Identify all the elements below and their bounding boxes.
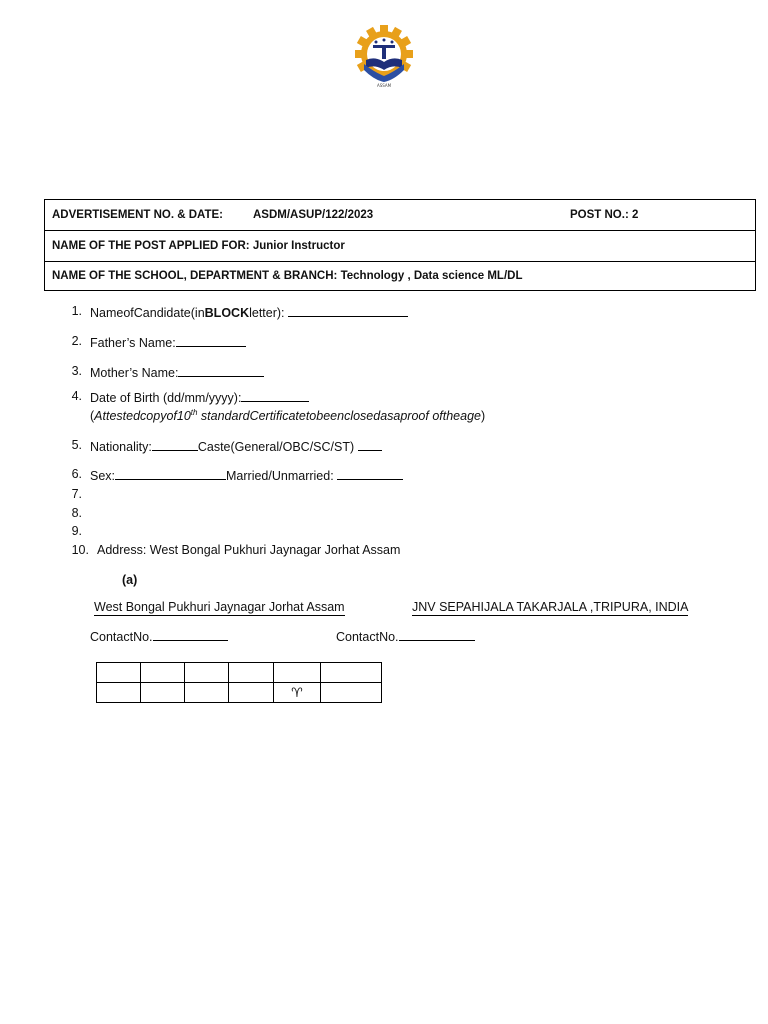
grid-cell[interactable] xyxy=(229,683,274,703)
dob-note-a: Attestedcopyof10 xyxy=(94,409,191,424)
sex-label: Sex: xyxy=(90,469,116,483)
caste-label: Caste(General/OBC/SC/ST) xyxy=(197,440,358,454)
candidate-name-label-c: letter): xyxy=(249,306,289,320)
contact-left-field xyxy=(90,628,228,644)
item-number: 4. xyxy=(71,389,82,403)
school-label: NAME OF THE SCHOOL, DEPARTMENT & BRANCH: xyxy=(52,270,338,282)
grid-cell[interactable] xyxy=(141,663,185,683)
advertisement-value: ASDM/ASUP/122/2023 xyxy=(253,209,374,221)
dob-note xyxy=(90,408,485,423)
advertisement-label: ADVERTISEMENT NO. & DATE: xyxy=(52,209,224,221)
candidate-name-blank[interactable] xyxy=(288,304,408,317)
dob-label: Date of Birth (dd/mm/yyyy): xyxy=(90,391,242,405)
item-number: 5. xyxy=(71,438,82,452)
sub-label-a: (a) xyxy=(122,573,138,587)
grid-cell[interactable] xyxy=(321,683,382,703)
grid-cell[interactable] xyxy=(141,683,185,703)
grid-cell[interactable] xyxy=(274,663,321,683)
header-table xyxy=(44,199,756,291)
dob-note-sup: th xyxy=(190,408,198,417)
candidate-name-label-b: BLOCK xyxy=(204,306,250,320)
mother-name-label: Mother’s Name: xyxy=(90,366,179,380)
item-number: 2. xyxy=(71,334,82,348)
father-name-blank[interactable] xyxy=(176,334,246,347)
item-number: 7. xyxy=(71,487,82,501)
contact-right-blank[interactable] xyxy=(399,628,475,641)
photo-signature-grid xyxy=(96,662,382,703)
school-row xyxy=(45,262,755,291)
item-number: 10. xyxy=(71,543,89,557)
contact-right-label: ContactNo. xyxy=(336,630,399,644)
dob-blank[interactable] xyxy=(241,389,309,402)
mother-name-blank[interactable] xyxy=(178,364,264,377)
sex-blank[interactable] xyxy=(115,467,226,480)
dob-note-open: ( xyxy=(90,409,95,424)
post-applied-row xyxy=(45,231,755,262)
marital-blank[interactable] xyxy=(337,467,403,480)
nationality-label: Nationality: xyxy=(90,440,152,454)
father-name-label: Father’s Name: xyxy=(90,336,176,350)
table-row xyxy=(97,663,382,683)
logo-caption: ASSAM xyxy=(376,83,392,88)
item-number: 3. xyxy=(71,364,82,378)
institution-logo-icon xyxy=(346,24,422,90)
address-right: JNV SEPAHIJALA TAKARJALA ,TRIPURA, INDIA xyxy=(412,600,689,614)
contact-left-label: ContactNo. xyxy=(90,630,153,644)
item-number: 1. xyxy=(71,304,82,318)
candidate-name-field xyxy=(90,304,408,320)
dob-note-close: ) xyxy=(480,409,486,424)
caste-blank[interactable] xyxy=(358,438,382,451)
post-no: POST NO.: 2 xyxy=(570,209,639,221)
post-applied-value: Junior Instructor xyxy=(252,240,345,252)
grid-cell[interactable] xyxy=(97,663,141,683)
grid-cell[interactable] xyxy=(229,663,274,683)
candidate-name-label-a: NameofCandidate(in xyxy=(90,306,205,320)
item-number: 8. xyxy=(71,506,82,520)
grid-cell[interactable] xyxy=(185,663,229,683)
dob-note-b: standardCertificatetobeenclosedasaproof oftheage xyxy=(197,409,481,424)
dob-field xyxy=(90,389,309,405)
marital-label: Married/Unmarried: xyxy=(226,469,338,483)
father-name-field xyxy=(90,334,246,350)
nationality-caste-field xyxy=(90,438,382,454)
advertisement-row xyxy=(45,200,755,231)
address-label: Address: West Bongal Pukhuri Jaynagar Jorhat Assam xyxy=(97,543,401,557)
nationality-blank[interactable] xyxy=(152,438,198,451)
grid-cell[interactable] xyxy=(97,683,141,703)
mother-name-field xyxy=(90,364,264,380)
school-value: Technology , Data science ML/DL xyxy=(340,270,523,282)
contact-right-field xyxy=(336,628,475,644)
grid-cell-symbol[interactable]: ♈ xyxy=(274,683,321,703)
contact-left-blank[interactable] xyxy=(153,628,228,641)
sex-marital-field xyxy=(90,467,403,483)
post-applied-label: NAME OF THE POST APPLIED FOR: xyxy=(52,240,250,252)
address-left: West Bongal Pukhuri Jaynagar Jorhat Assam xyxy=(94,600,345,614)
item-number: 6. xyxy=(71,467,82,481)
item-number: 9. xyxy=(71,524,82,538)
grid-cell[interactable] xyxy=(321,663,382,683)
grid-cell[interactable] xyxy=(185,683,229,703)
table-row xyxy=(97,683,382,703)
